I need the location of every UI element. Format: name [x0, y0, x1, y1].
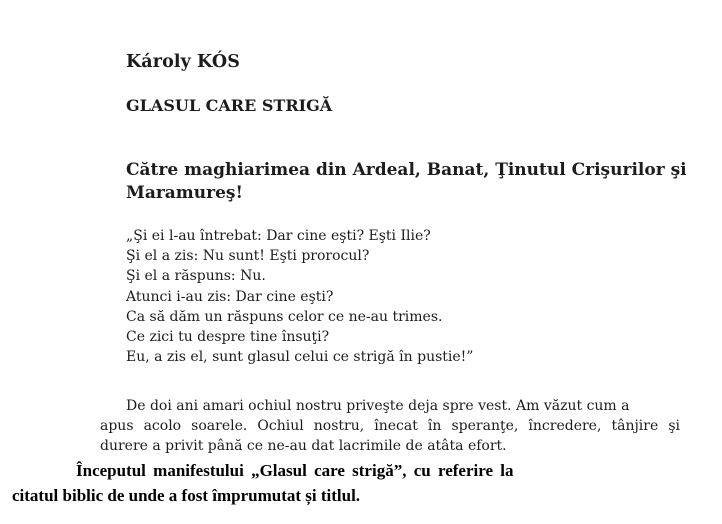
- caption-line: Începutul manifestului „Glasul care strigă”, cu referire la: [76, 461, 514, 480]
- quote-line: Ce zici tu despre tine însuţi?: [126, 329, 330, 346]
- manifesto-heading: [126, 159, 686, 205]
- quote-line: Şi el a răspuns: Nu.: [126, 268, 266, 285]
- heading-line: Către maghiarimea din Ardeal, Banat, Ţinutul Crişurilor şi: [126, 160, 687, 180]
- quote-line: Ca să dăm un răspuns celor ce ne-au trimes.: [126, 308, 443, 325]
- biblical-quote: [126, 226, 473, 367]
- quote-line: Eu, a zis el, sunt glasul celui ce strigă în pustie!”: [126, 349, 474, 366]
- paragraph-line: De doi ani amari ochiul nostru priveşte deja spre vest. Am văzut cum a: [126, 398, 630, 414]
- author-name: Károly KÓS: [126, 52, 240, 72]
- body-paragraph: [100, 396, 680, 456]
- figure-caption: [0, 458, 722, 508]
- quote-line: Atunci i-au zis: Dar cine eşti?: [126, 288, 334, 305]
- quote-line: „Şi ei l-au întrebat: Dar cine eşti? Eşti Ilie?: [126, 228, 431, 244]
- paragraph-line: apus acolo soarele. Ochiul nostru, înecat în speranţe, încredere, tânjire şi: [100, 418, 680, 434]
- caption-line: citatul biblic de unde a fost împrumutat și titlul.: [12, 486, 361, 505]
- work-title: GLASUL CARE STRIGĂ: [126, 96, 333, 115]
- heading-line: Maramureş!: [126, 183, 243, 203]
- quote-line: Şi el a zis: Nu sunt! Eşti prorocul?: [126, 248, 370, 265]
- paragraph-line: durere a privit până ce ne-au dat lacrimile de atâta efort.: [100, 438, 507, 454]
